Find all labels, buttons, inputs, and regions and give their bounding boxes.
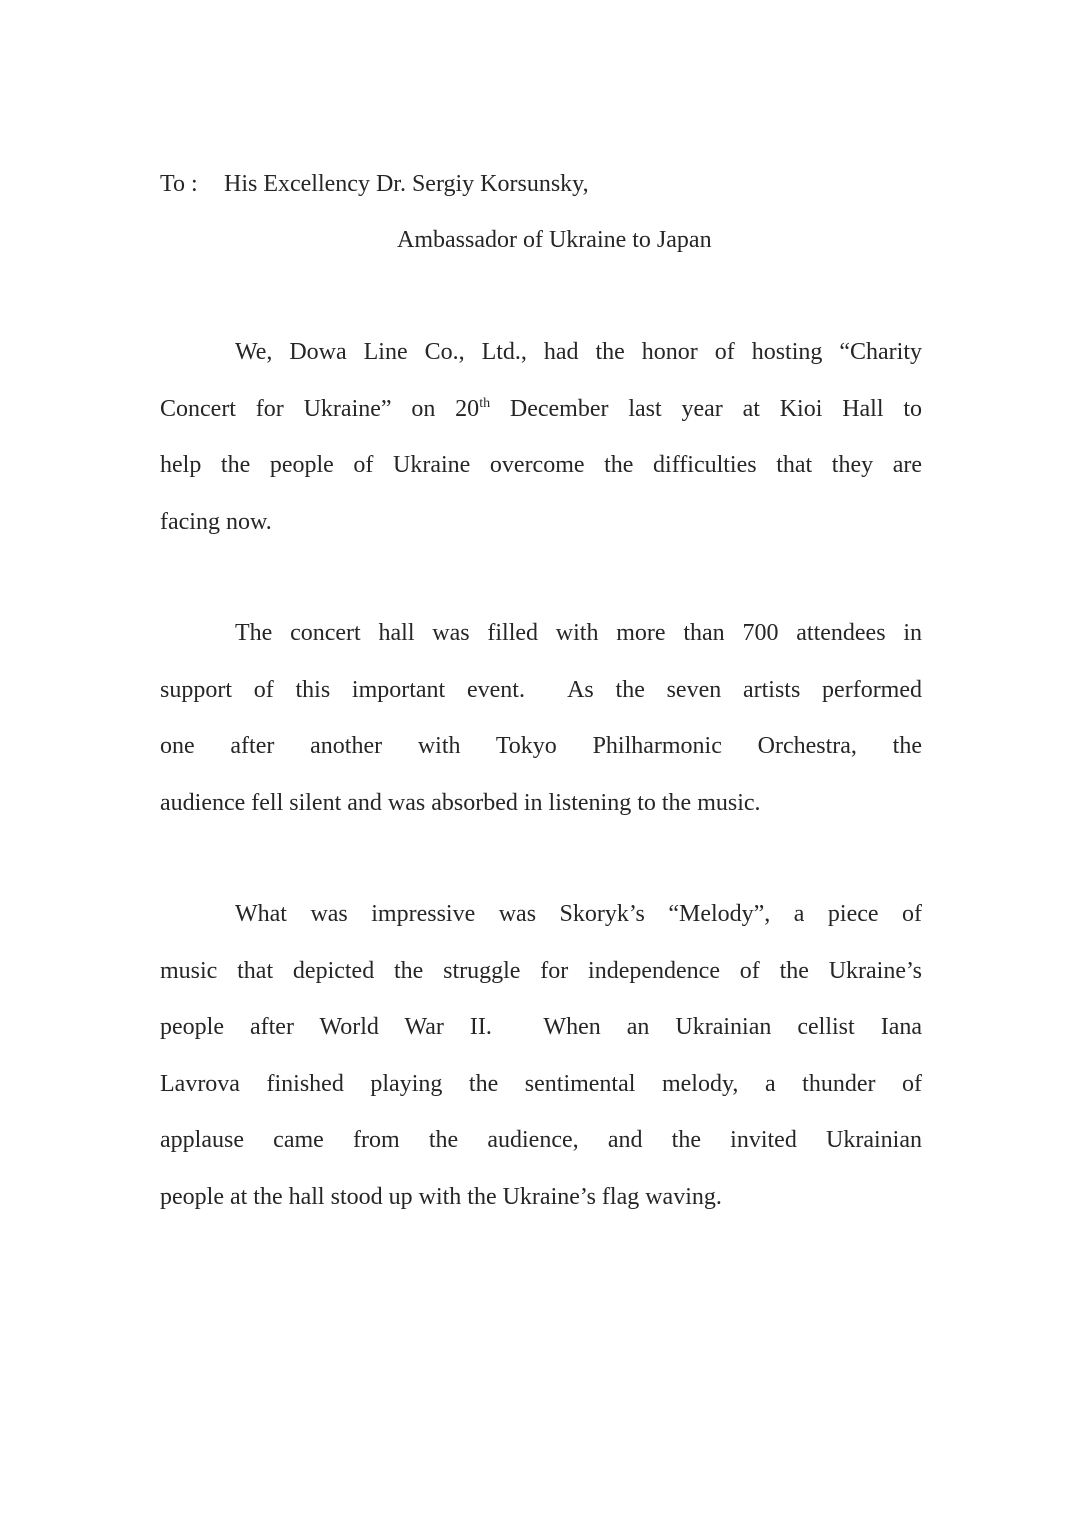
paragraph-line: support of this important event. As the seven artists performed [160,676,922,703]
to-label: To : [160,171,198,197]
paragraph-line: Lavrova finished playing the sentimental melody, a thunder of [160,1070,922,1097]
paragraph-line [160,393,922,450]
line-text: December last year at Kioi Hall to [490,395,923,422]
paragraph-line: people after World War II. When an Ukrainian cellist Iana [160,1014,922,1040]
paragraph-3 [160,898,922,1237]
paragraph-line: people at the hall stood up with the Ukraine’s flag waving. [160,1183,722,1210]
paragraph-line: applause came from the audience, and the invited Ukrainian [160,1127,922,1153]
line-text: Concert for Ukraine” on 20 [160,395,480,422]
paragraph-2 [160,617,922,843]
paragraph-line: one after another with Tokyo Philharmonic Orchestra, the [160,733,922,759]
paragraph-line: audience fell silent and was absorbed in listening to the music. [160,789,761,816]
paragraph-1 [160,336,922,562]
paragraph-line: facing now. [160,508,272,535]
recipient-name: His Excellency Dr. Sergiy Korsunsky, [224,171,589,197]
recipient-title: Ambassador of Ukraine to Japan [397,227,712,253]
paragraph-line: We, Dowa Line Co., Ltd., had the honor of hosting “Charity [235,339,922,365]
paragraph-line: The concert hall was filled with more than 700 attendees in [235,620,922,646]
addressee-line [160,168,589,200]
paragraph-line: help the people of Ukraine overcome the difficulties that they are [160,452,922,478]
ordinal-suffix: th [479,395,491,411]
paragraph-line: What was impressive was Skoryk’s “Melody”, a piece of [235,901,922,927]
paragraph-line: music that depicted the struggle for independence of the Ukraine’s [160,957,922,984]
